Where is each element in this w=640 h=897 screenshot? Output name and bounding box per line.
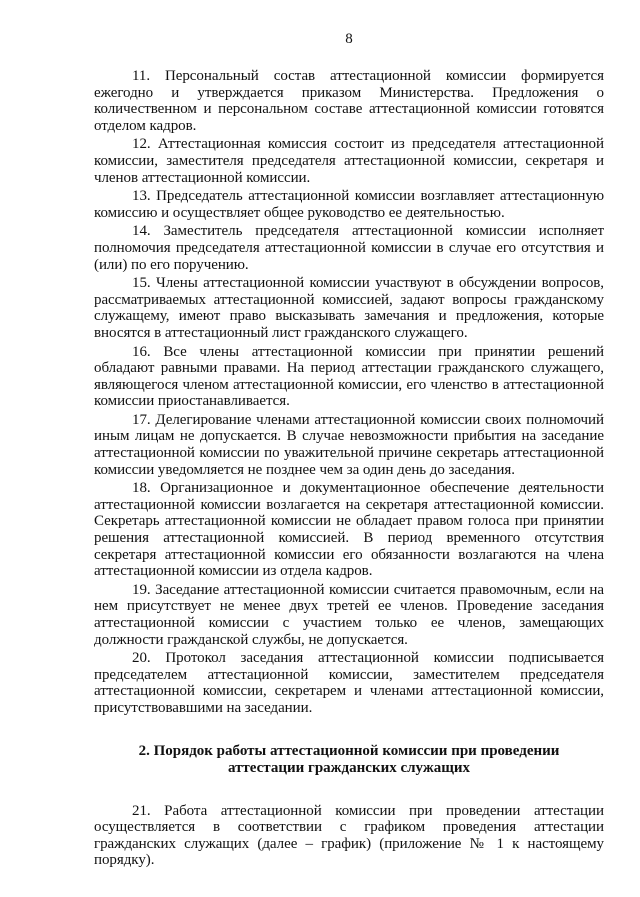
paragraph-16: 16. Все члены аттестационной комиссии при принятии решений обладают равными правами. На период аттестации гражданского служащего, являющегося членом аттестационной комиссии, его членство в аттестационной комиссии приостанавливается.: [94, 343, 604, 410]
document-page: [94, 30, 604, 871]
page-number: 8: [345, 31, 353, 47]
paragraph-15: 15. Члены аттестационной комиссии участвуют в обсуждении вопросов, рассматриваемых аттестационной комиссией, задают вопросы гражданскому служащему, имеют право высказывать замечания и предложения, которые вносятся в аттестационный лист гражданского служащего.: [94, 275, 604, 341]
paragraph-21: 21. Работа аттестационной комиссии при проведении аттестации осуществляется в соответствии с графиком проведения аттестации гражданских служащих (далее – график) (приложение № 1 к настоящему порядку).: [94, 802, 604, 869]
section-heading: 2. Порядок работы аттестационной комиссии при проведении аттестации гражданских служащих: [138, 742, 560, 776]
paragraph-11: 11. Персональный состав аттестационной комиссии формируется ежегодно и утверждается приказом Министерства. Предложения о количественном и персональном составе аттестационной комиссии готовятся отделом кадров.: [94, 68, 604, 134]
paragraph-17: 17. Делегирование членами аттестационной комиссии своих полномочий иным лицам не допускается. В случае невозможности прибытия на заседание аттестационной комиссии по уважительной причине секретарь аттестационной комиссии уведомляется не позднее чем за один день до заседания.: [94, 411, 604, 478]
paragraph-19: 19. Заседание аттестационной комиссии считается правомочным, если на нем присутствует не менее двух третей ее членов. Проведение заседания аттестационной комиссии с участием только ее членов, замещающих должности гражданской службы, не допускается.: [94, 581, 604, 648]
paragraph-20: 20. Протокол заседания аттестационной комиссии подписывается председателем аттестационной комиссии, заместителем председателя аттестационной комиссии, секретарем и членами аттестационной комиссии, присутствовавшими на заседании.: [94, 650, 604, 716]
paragraph-13: 13. Председатель аттестационной комиссии возглавляет аттестационную комиссию и осуществляет общее руководство ее деятельностью.: [94, 188, 604, 221]
paragraph-12: 12. Аттестационная комиссия состоит из председателя аттестационной комиссии, заместителя председателя аттестационной комиссии, секретаря и членов аттестационной комиссии.: [94, 136, 604, 186]
paragraph-18: 18. Организационное и документационное обеспечение деятельности аттестационной комиссии возлагается на секретаря аттестационной комиссии. Секретарь аттестационной комиссии не обладает правом голоса при принятии решения аттестационной комиссией. В период временного отсутствия секретаря аттестационной комиссии его обязанности возлагаются на члена аттестационной комиссии из отдела кадров.: [94, 480, 604, 580]
paragraph-14: 14. Заместитель председателя аттестационной комиссии исполняет полномочия председателя аттестационной комиссии в случае его отсутствия и (или) по его поручению.: [94, 223, 604, 273]
